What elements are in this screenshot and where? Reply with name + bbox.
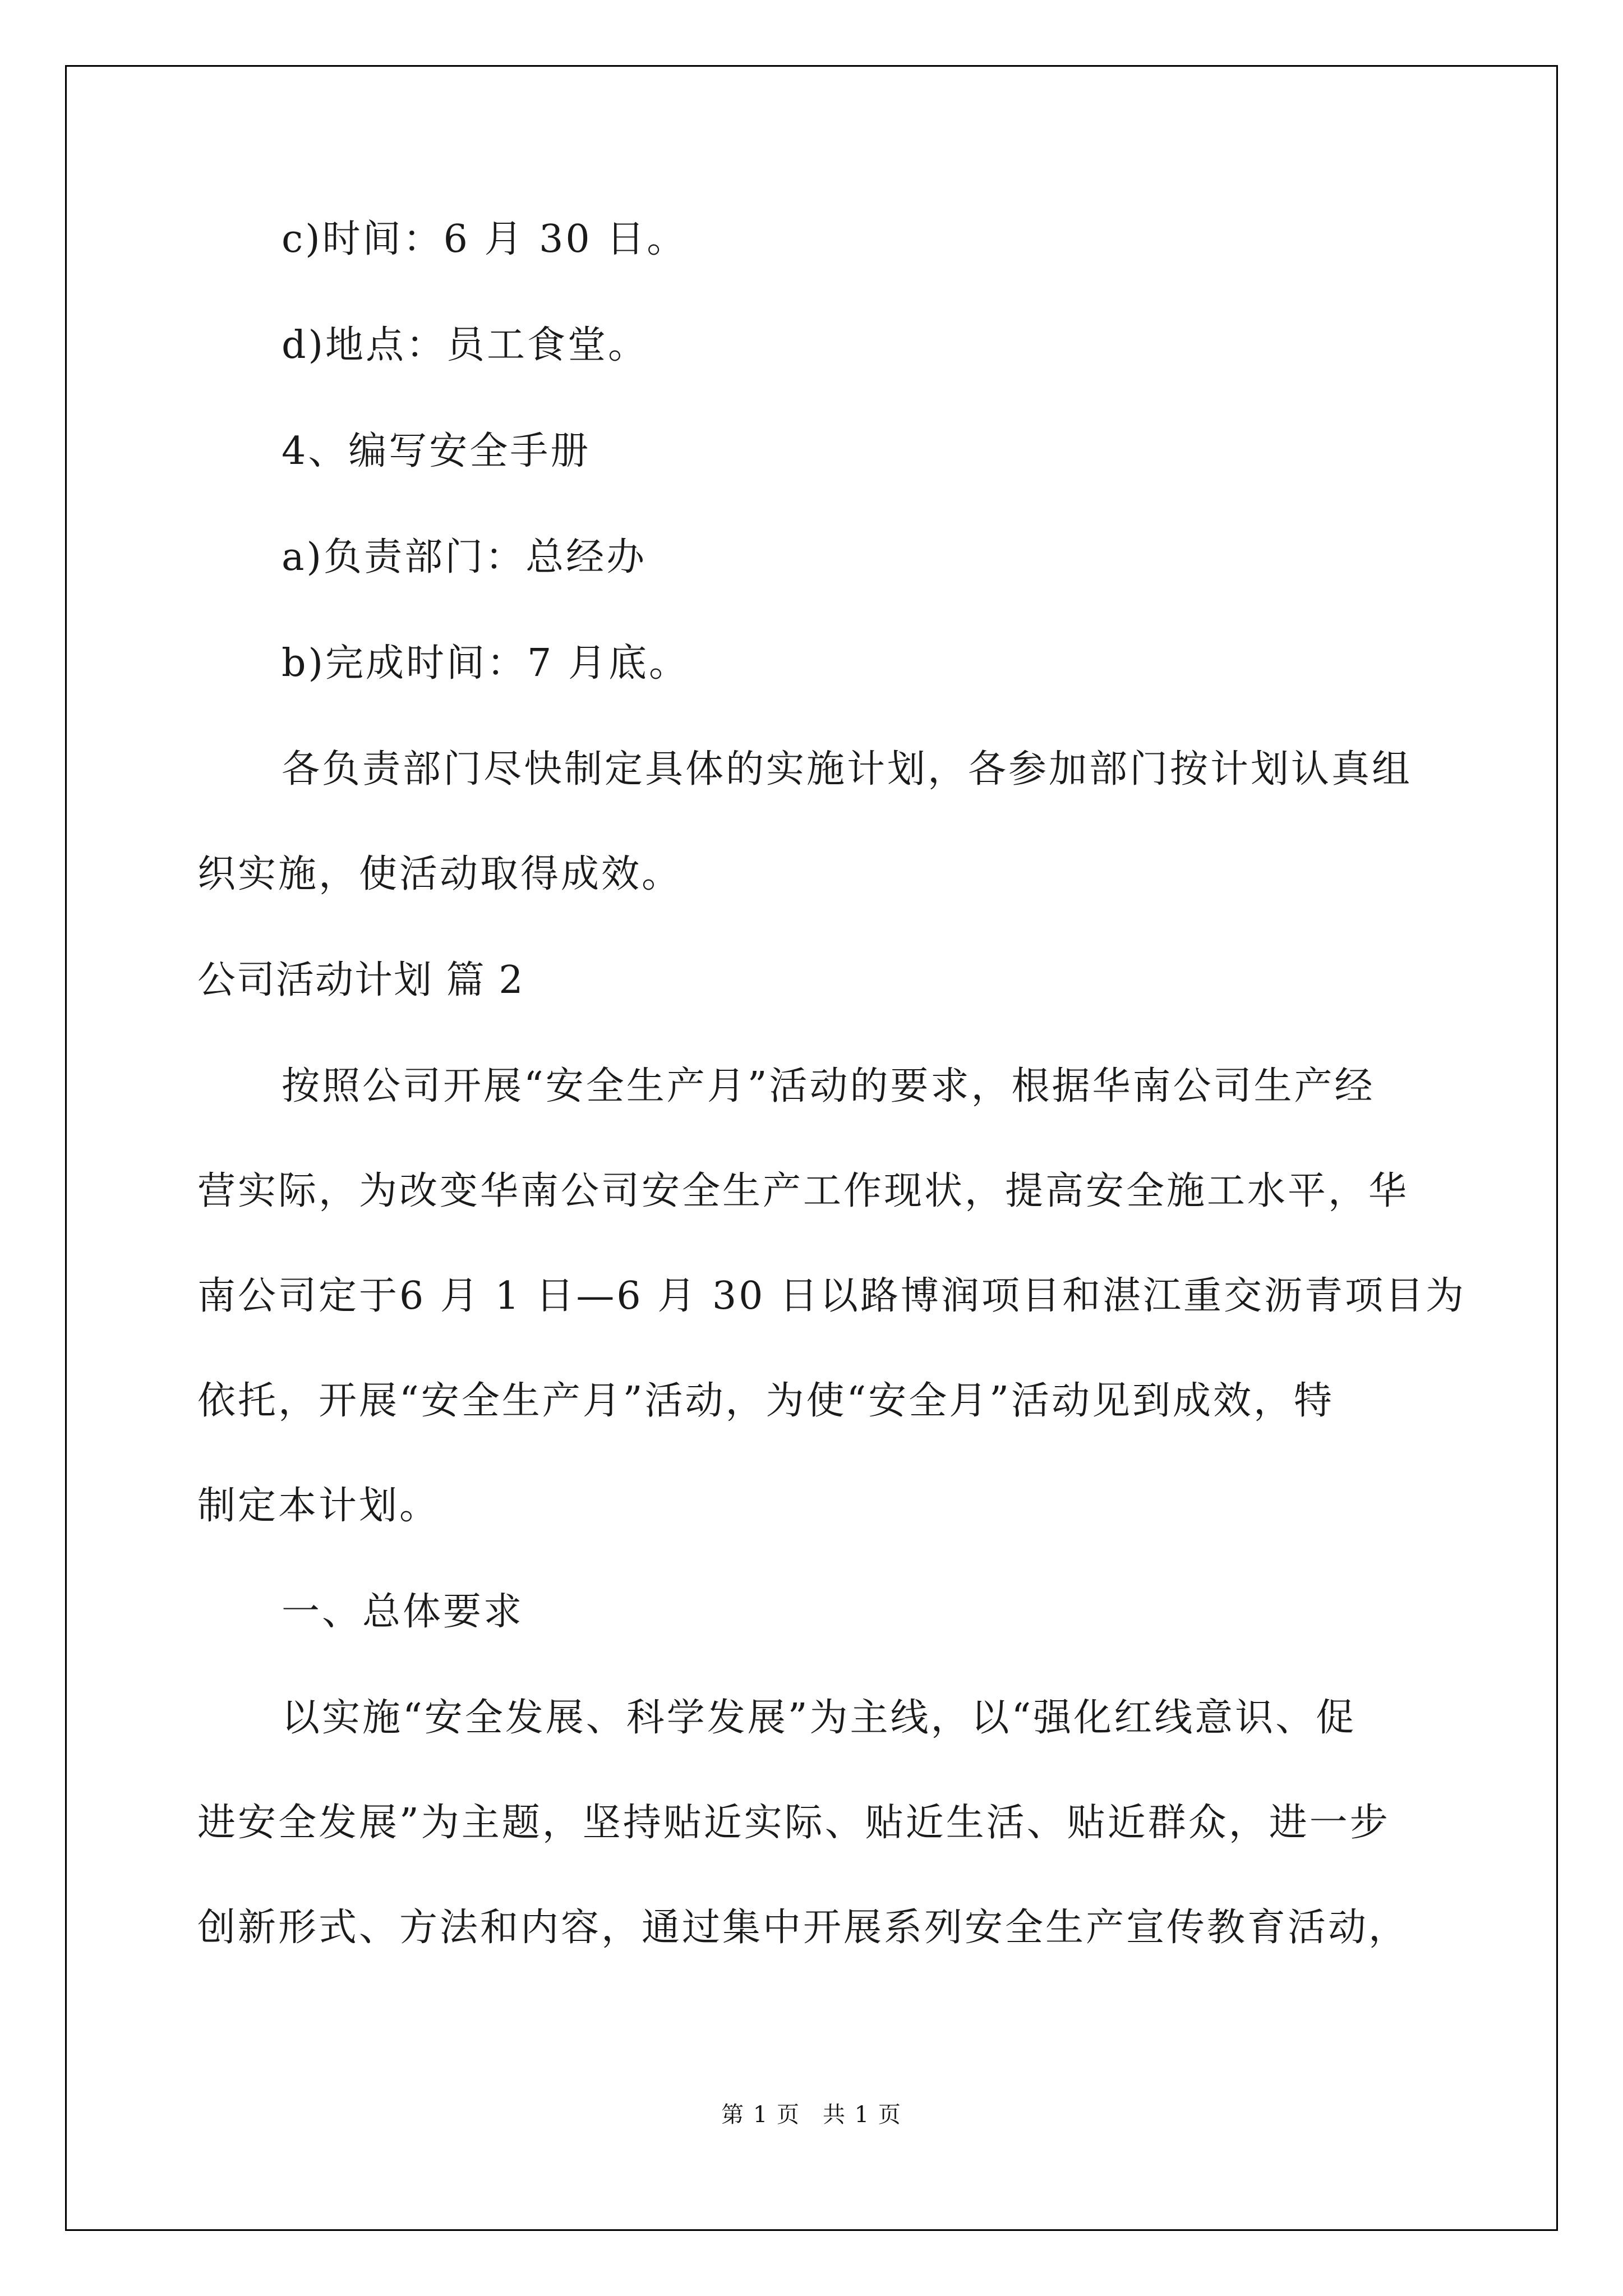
page-footer xyxy=(0,2097,1623,2129)
paragraph-line: 依托，开展“安全生产月”活动，为使“安全月”活动见到成效，特 xyxy=(197,1379,1335,1423)
paragraph xyxy=(197,1692,1431,1954)
list-item: a)负责部门：总经办 xyxy=(282,535,647,579)
paragraph-line: 制定本计划。 xyxy=(197,1484,440,1528)
paragraph-line: 以实施“安全发展、科学发展”为主线，以“强化红线意识、促 xyxy=(282,1696,1357,1740)
paragraph-line: 营实际，为改变华南公司安全生产工作现状，提高安全施工水平，华 xyxy=(197,1169,1409,1213)
paragraph xyxy=(197,743,1431,901)
section-heading: 公司活动计划 篇 2 xyxy=(197,958,524,1002)
paragraph-line: 创新形式、方法和内容，通过集中开展系列安全生产宣传教育活动， xyxy=(197,1906,1409,1950)
page-number: 第 1 页 xyxy=(721,2102,800,2128)
list-item: c)时间：6 月 30 日。 xyxy=(282,217,688,261)
paragraph xyxy=(197,1060,1467,1533)
paragraph-line: 织实施，使活动取得成效。 xyxy=(197,852,683,896)
paragraph-line: 各负责部门尽快制定具体的实施计划，各参加部门按计划认真组 xyxy=(282,747,1413,792)
subheading: 一、总体要求 xyxy=(282,1590,524,1634)
list-item: d)地点：员工食堂。 xyxy=(282,323,649,367)
paragraph-line: 南公司定于6 月 1 日—6 月 30 日以路博润项目和湛江重交沥青项目为 xyxy=(197,1274,1467,1318)
list-item: 4、编写安全手册 xyxy=(282,429,591,473)
page-total: 共 1 页 xyxy=(823,2102,902,2128)
paragraph-line: 进安全发展”为主题，坚持贴近实际、贴近生活、贴近群众，进一步 xyxy=(197,1801,1390,1845)
document-body xyxy=(197,213,1467,1954)
paragraph-line: 按照公司开展“安全生产月”活动的要求，根据华南公司生产经 xyxy=(282,1064,1375,1108)
list-item: b)完成时间：7 月底。 xyxy=(282,641,689,685)
